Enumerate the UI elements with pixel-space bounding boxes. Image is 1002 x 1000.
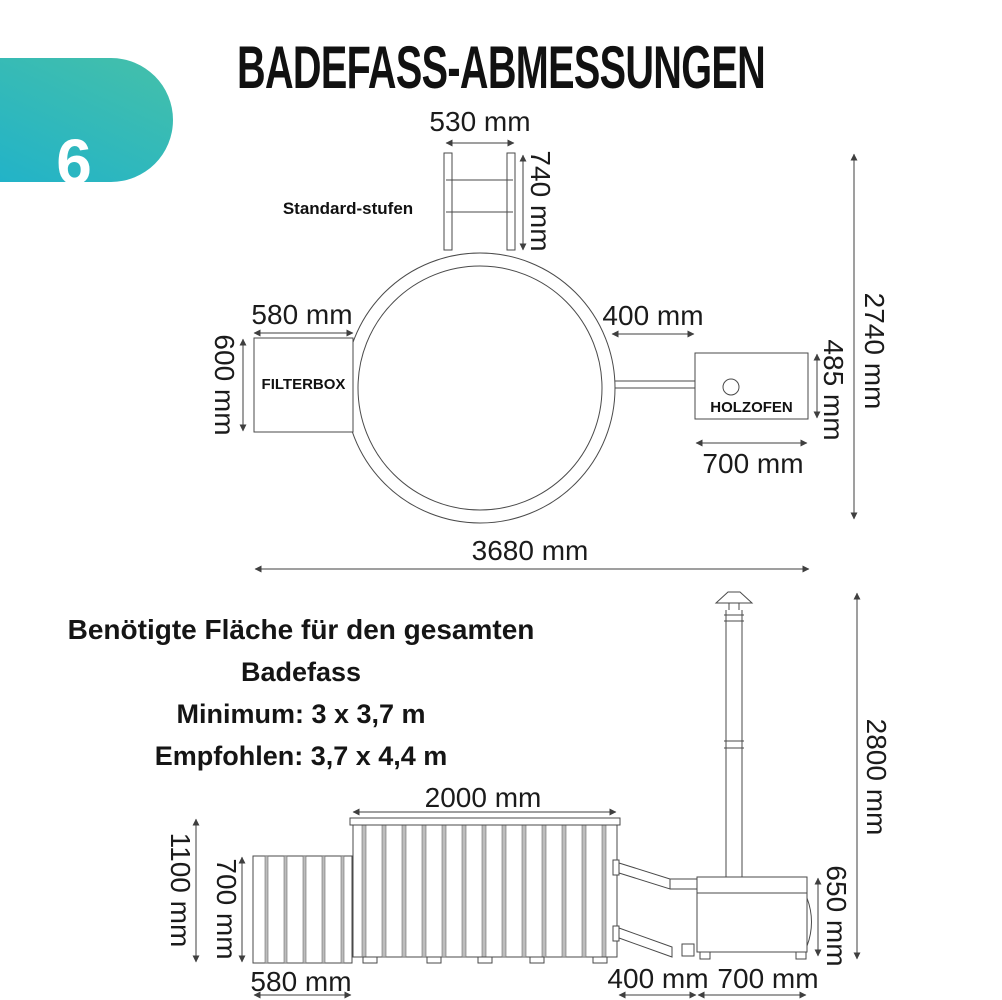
dim-total-height-right: 2800 mm <box>861 718 892 836</box>
dim-steps-width-side: 580 mm <box>250 966 352 997</box>
dim-oven-depth: 485 mm <box>818 339 849 441</box>
area-note-line2: Badefass <box>240 657 362 687</box>
page-title: BADEFASS-ABMESSUNGEN <box>236 34 766 101</box>
dim-oven-height: 650 mm <box>821 865 852 967</box>
dim-filterbox-width: 580 mm <box>251 299 353 330</box>
area-note-line1: Benötigte Fläche für den gesamten <box>67 614 535 645</box>
dim-oven-width-side: 700 mm <box>717 963 819 994</box>
steps-label: Standard-stufen <box>282 199 414 218</box>
side-view-steps <box>253 856 352 963</box>
dim-oven-gap-side: 400 mm <box>607 963 709 994</box>
dim-total-width: 3680 mm <box>471 535 589 566</box>
dim-total-height-left: 1100 mm <box>165 832 196 948</box>
top-view-tub-circle <box>345 253 615 523</box>
side-view-oven <box>613 592 812 959</box>
side-view-tub <box>350 818 620 963</box>
persons-count: 6 <box>56 126 92 198</box>
dim-steps-depth: 740 mm <box>525 150 556 252</box>
required-area-note <box>21 609 581 777</box>
dim-filterbox-depth: 600 mm <box>209 334 240 436</box>
dim-tub-width: 2000 mm <box>424 782 542 813</box>
dim-oven-gap: 400 mm <box>602 300 704 331</box>
filterbox-label: FILTERBOX <box>261 376 346 393</box>
top-view-steps-ladder <box>444 153 515 250</box>
dim-steps-width: 530 mm <box>429 106 531 137</box>
oven-label: HOLZOFEN <box>710 399 793 416</box>
dim-total-depth: 2740 mm <box>859 292 890 410</box>
persons-label: Personen <box>15 202 131 232</box>
area-note-line4: Empfohlen: 3,7 x 4,4 m <box>154 741 448 771</box>
area-note-line3: Minimum: 3 x 3,7 m <box>176 699 426 729</box>
dim-steps-height: 700 mm <box>211 858 242 960</box>
dim-oven-width: 700 mm <box>702 448 804 479</box>
